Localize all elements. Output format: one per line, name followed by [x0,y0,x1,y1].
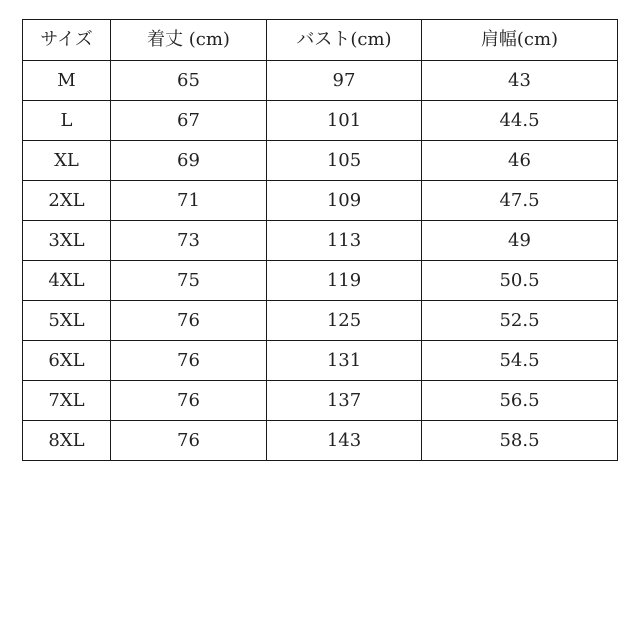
cell-length: 65 [111,61,267,101]
cell-shoulder: 49 [422,221,618,261]
table-row [23,61,618,101]
cell-bust: 119 [267,261,422,301]
table-row [23,221,618,261]
table-row [23,421,618,461]
cell-size: M [23,61,111,101]
table-header-row [23,20,618,61]
table-row [23,261,618,301]
cell-size: L [23,101,111,141]
cell-shoulder: 43 [422,61,618,101]
cell-bust: 105 [267,141,422,181]
cell-bust: 109 [267,181,422,221]
header-shoulder: 肩幅(cm) [422,20,618,61]
cell-shoulder: 52.5 [422,301,618,341]
cell-length: 69 [111,141,267,181]
header-bust: バスト(cm) [267,20,422,61]
cell-shoulder: 44.5 [422,101,618,141]
cell-size: 2XL [23,181,111,221]
cell-size: 8XL [23,421,111,461]
cell-bust: 125 [267,301,422,341]
cell-size: 3XL [23,221,111,261]
cell-size: 5XL [23,301,111,341]
cell-length: 75 [111,261,267,301]
cell-length: 76 [111,301,267,341]
cell-shoulder: 46 [422,141,618,181]
cell-bust: 97 [267,61,422,101]
table-row [23,181,618,221]
size-chart-table [22,19,618,461]
cell-length: 76 [111,341,267,381]
cell-shoulder: 56.5 [422,381,618,421]
table-row [23,381,618,421]
cell-length: 76 [111,381,267,421]
cell-shoulder: 47.5 [422,181,618,221]
table-row [23,301,618,341]
cell-shoulder: 50.5 [422,261,618,301]
cell-length: 76 [111,421,267,461]
table-row [23,341,618,381]
header-length: 着丈 (cm) [111,20,267,61]
header-size: サイズ [23,20,111,61]
cell-length: 67 [111,101,267,141]
table-row [23,141,618,181]
cell-bust: 101 [267,101,422,141]
cell-size: 7XL [23,381,111,421]
cell-length: 73 [111,221,267,261]
cell-bust: 137 [267,381,422,421]
cell-shoulder: 54.5 [422,341,618,381]
cell-bust: 131 [267,341,422,381]
cell-bust: 113 [267,221,422,261]
cell-size: 4XL [23,261,111,301]
table-row [23,101,618,141]
cell-size: 6XL [23,341,111,381]
cell-size: XL [23,141,111,181]
cell-bust: 143 [267,421,422,461]
cell-length: 71 [111,181,267,221]
cell-shoulder: 58.5 [422,421,618,461]
